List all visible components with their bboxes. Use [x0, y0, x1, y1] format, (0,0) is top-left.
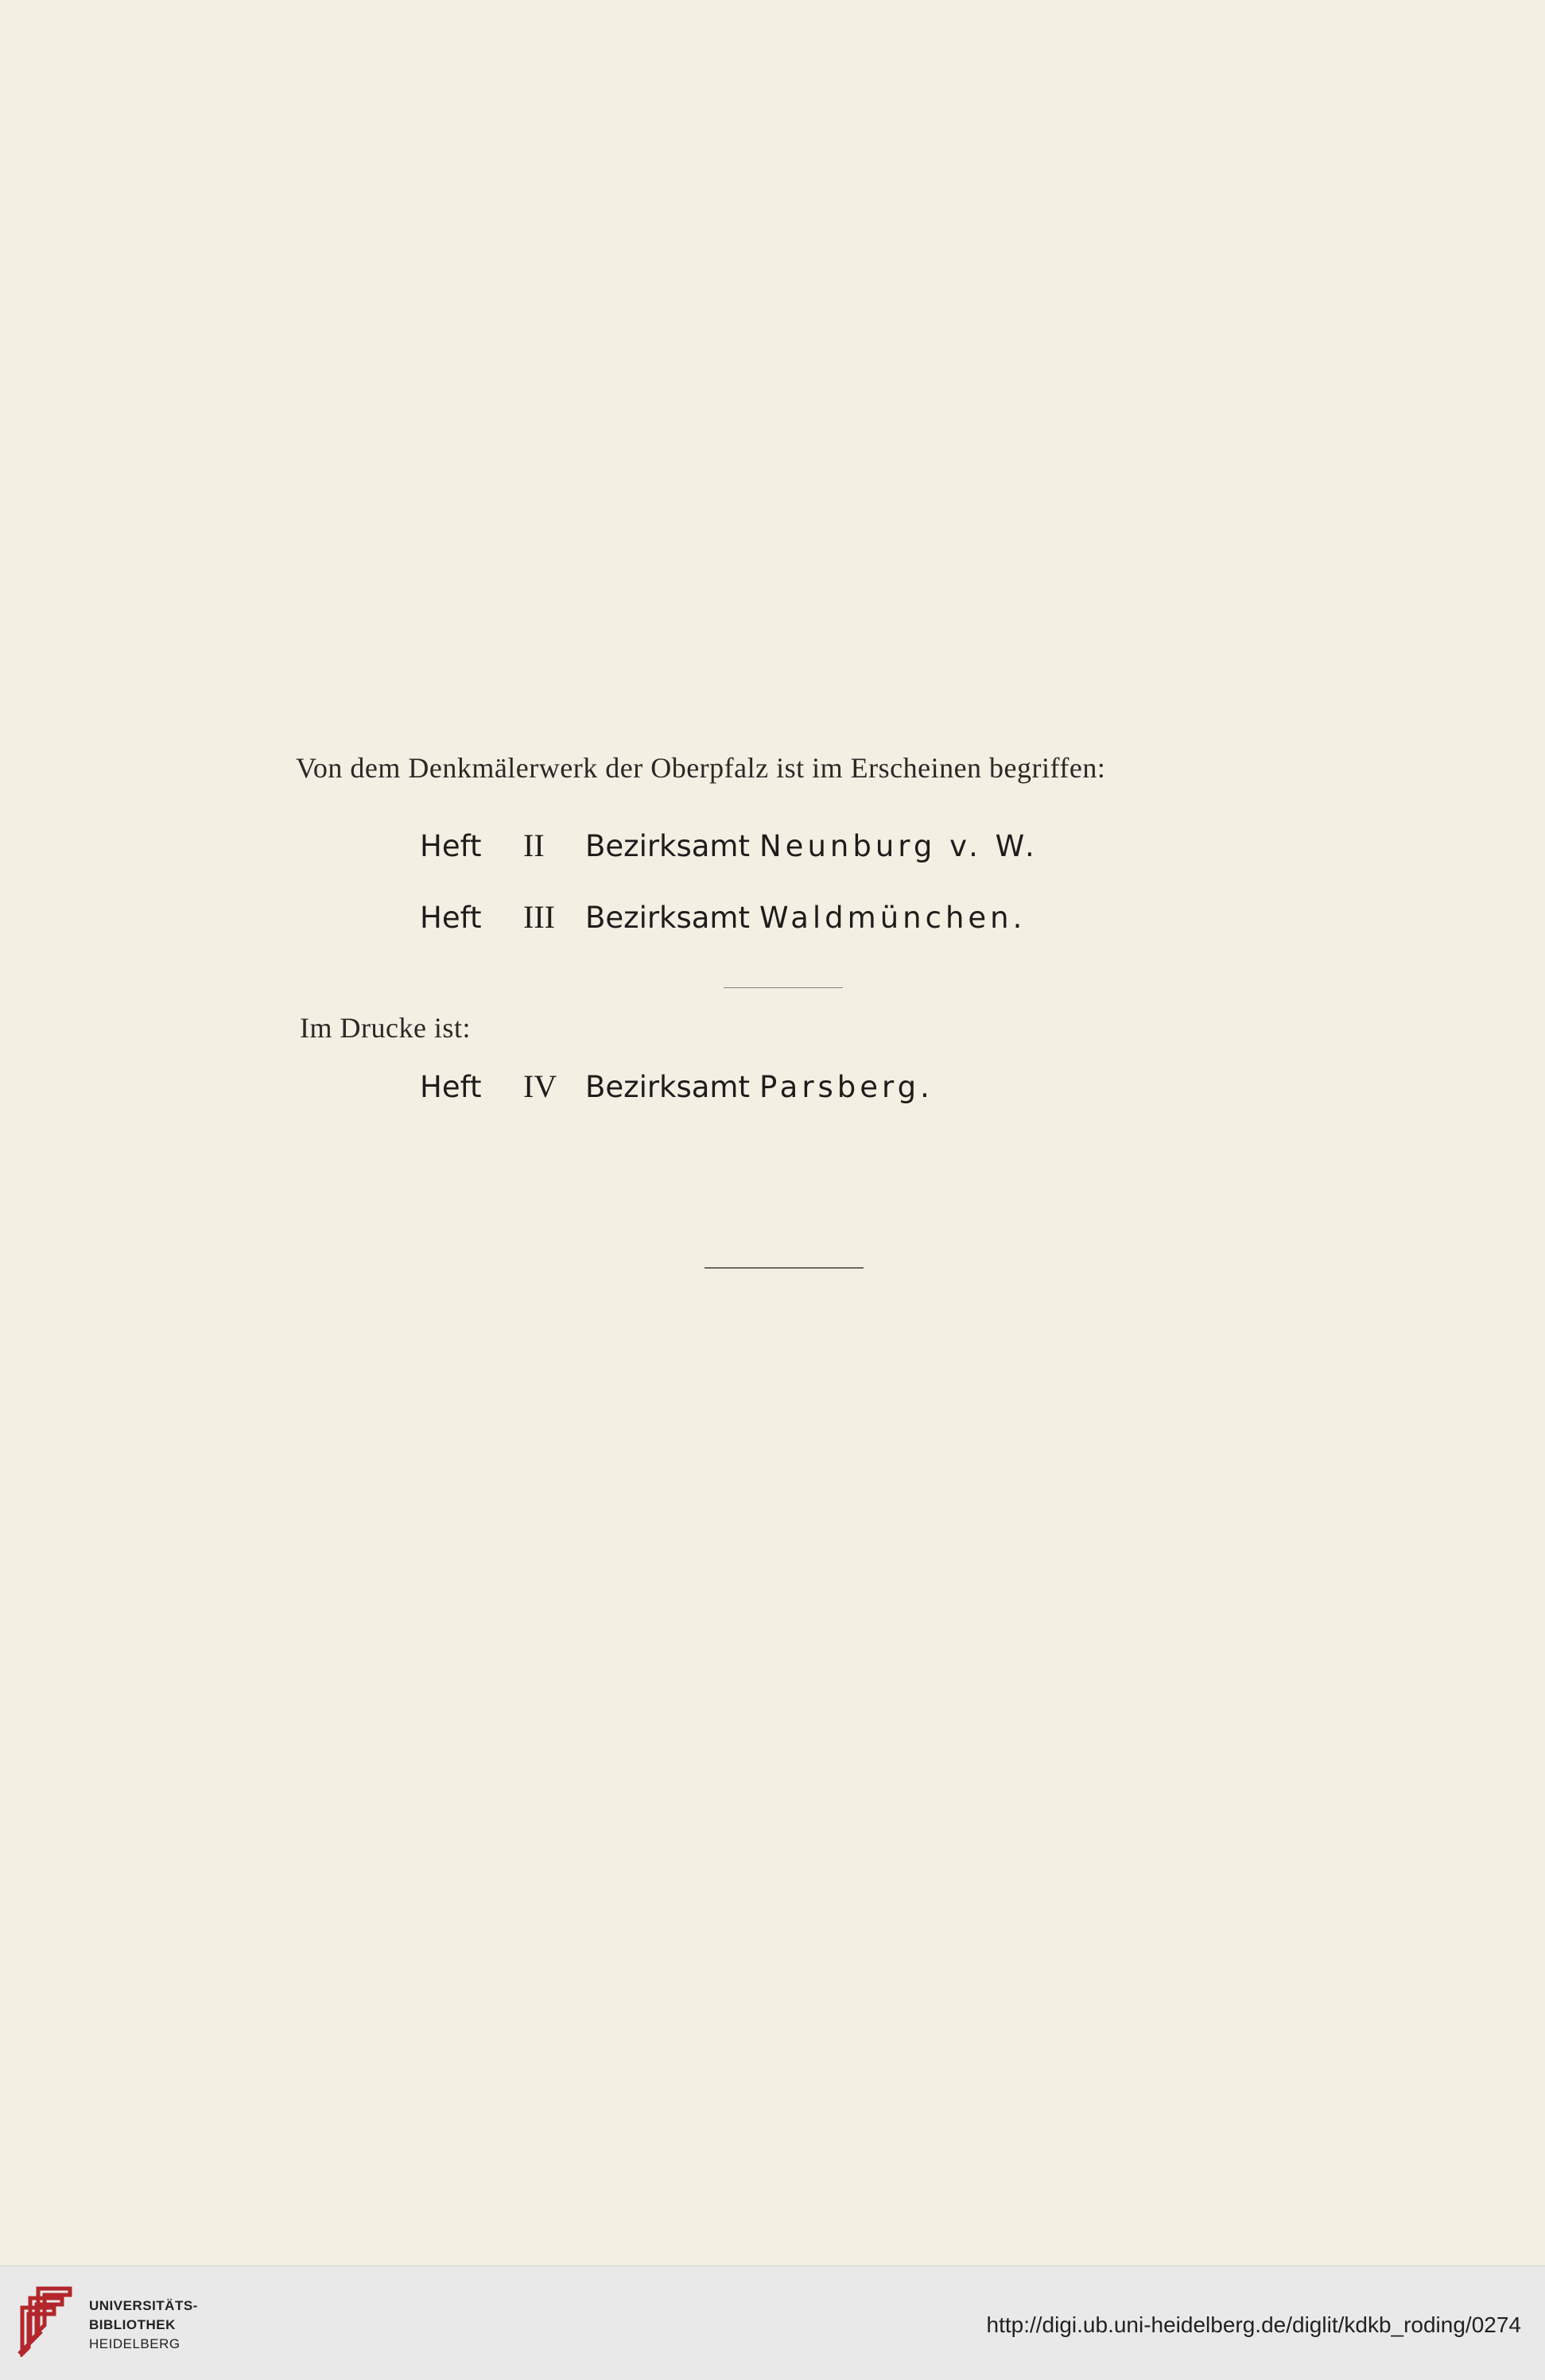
printing-label: Im Drucke ist: — [300, 1012, 471, 1044]
bezirksamt-label: Bezirksamt — [585, 1070, 750, 1104]
place-name: Parsberg. — [759, 1070, 934, 1104]
logo-line-1: UNIVERSITÄTS- — [89, 2298, 198, 2313]
heft-number: IV — [523, 1068, 557, 1104]
logo-line-2: BIBLIOTHEK — [89, 2317, 176, 2332]
library-logo-icon — [14, 2284, 75, 2357]
place-name: Neunburg v. W. — [759, 829, 1038, 863]
heft-entry-2 — [420, 827, 1038, 864]
heft-label: Heft — [420, 829, 482, 863]
bezirksamt-label: Bezirksamt — [585, 901, 750, 935]
logo-line-3: HEIDELBERG — [89, 2336, 181, 2351]
intro-text: Von dem Denkmälerwerk der Oberpfalz ist im Erscheinen begriffen: — [296, 752, 1106, 784]
heft-label: Heft — [420, 901, 482, 935]
source-url-link[interactable]: http://digi.ub.uni-heidelberg.de/diglit/kdkb_roding/0274 — [986, 2312, 1521, 2337]
heft-number: III — [523, 899, 555, 935]
library-logo-text — [89, 2297, 198, 2354]
bezirksamt-label: Bezirksamt — [585, 829, 750, 863]
footer-bar — [0, 2266, 1545, 2380]
place-name: Waldmünchen. — [759, 901, 1027, 935]
heft-number: II — [523, 828, 545, 863]
divider-short — [724, 987, 843, 988]
heft-entry-4 — [420, 1068, 934, 1105]
heft-entry-3 — [420, 898, 1026, 936]
heft-label: Heft — [420, 1070, 482, 1104]
divider-end — [705, 1267, 864, 1269]
